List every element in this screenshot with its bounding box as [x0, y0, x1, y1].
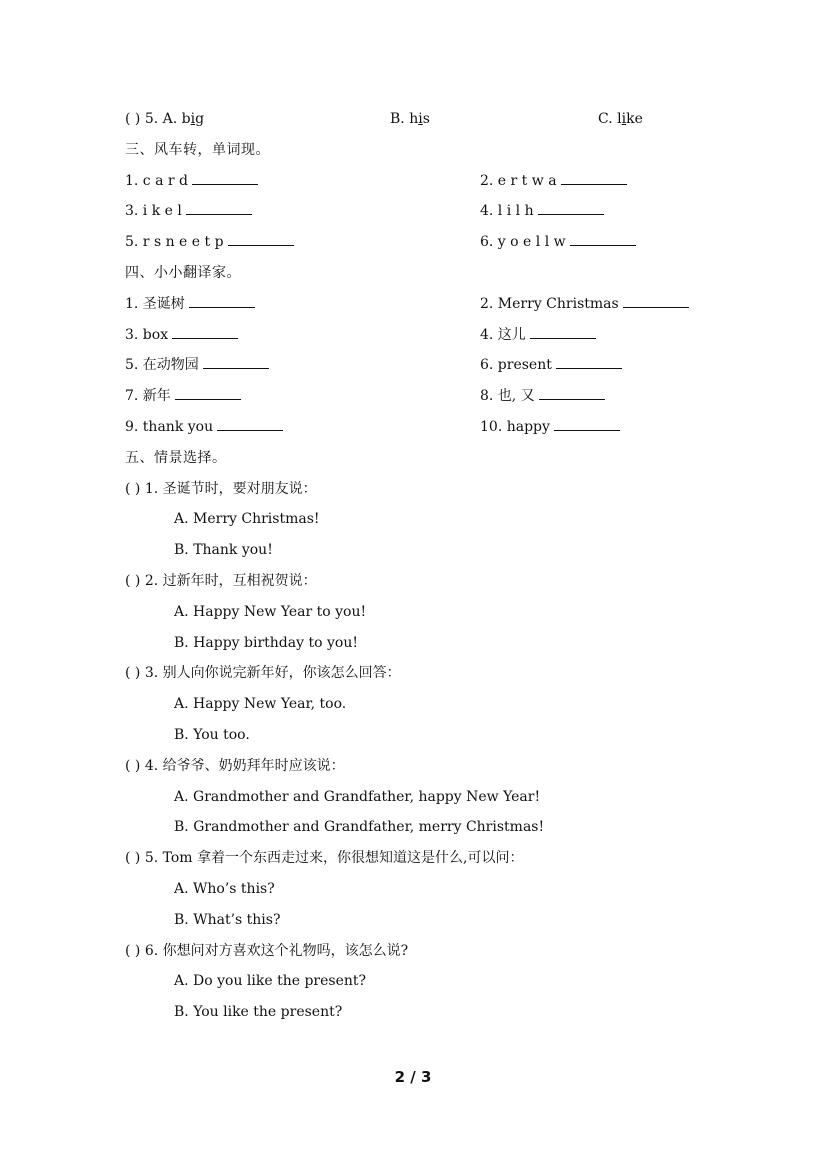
- situation-question-text: ( ) 4. 给爷爷、奶奶拜年时应该说：: [125, 757, 345, 774]
- situation-question-text: ( ) 2. 过新年时，互相祝贺说：: [125, 573, 317, 589]
- answer-blank[interactable]: [228, 233, 294, 246]
- situation-option: [174, 788, 540, 806]
- situation-question: [125, 572, 317, 590]
- situation-option: [174, 541, 273, 559]
- answer-blank[interactable]: [556, 356, 622, 369]
- scramble-item-text: 5. r s n e e t p: [125, 234, 224, 251]
- situation-option: [174, 510, 320, 528]
- answer-blank[interactable]: [554, 418, 620, 431]
- answer-blank[interactable]: [538, 202, 604, 215]
- situation-option-text: B. Thank you!: [174, 542, 273, 559]
- scramble-item-text: 3. i k e l: [125, 203, 182, 220]
- translate-item: [125, 295, 255, 313]
- translate-item: [480, 387, 605, 405]
- scramble-item: [480, 233, 636, 251]
- option-label: B.: [390, 111, 410, 127]
- section5-title: [125, 449, 227, 467]
- underlined-letter: i: [621, 111, 627, 127]
- scramble-item: [480, 172, 627, 190]
- underlined-letter: i: [418, 111, 423, 127]
- scramble-item: [125, 233, 294, 251]
- situation-option: [174, 818, 544, 836]
- section4-title: [125, 264, 241, 282]
- page-number: 2 / 3: [394, 1068, 432, 1086]
- answer-blank[interactable]: [175, 387, 241, 400]
- scramble-item-text: 6. y o e l l w: [480, 234, 566, 251]
- situation-option: [174, 603, 366, 621]
- section3-title: [125, 141, 270, 159]
- situation-question: [125, 849, 524, 867]
- situation-option: [174, 726, 250, 744]
- answer-blank[interactable]: [192, 172, 258, 185]
- translate-item-text: 6. present: [480, 357, 552, 374]
- translate-item: [480, 418, 620, 436]
- situation-question-text: ( ) 6. 你想问对方喜欢这个礼物吗，该怎么说?: [125, 942, 409, 959]
- word-part: b: [181, 111, 191, 127]
- q5-option-a: [125, 110, 204, 128]
- translate-item: [125, 418, 283, 436]
- scramble-item-text: 1. c a r d: [125, 172, 188, 189]
- translate-item-text: 10. happy: [480, 419, 550, 435]
- situation-question: [125, 942, 408, 960]
- situation-option-text: A. Happy New Year, too.: [174, 696, 347, 713]
- situation-option: [174, 911, 280, 929]
- scramble-item: [480, 202, 604, 220]
- situation-option: [174, 972, 366, 990]
- situation-option: [174, 880, 275, 898]
- translate-item-text: 8. 也, 又: [480, 388, 535, 405]
- situation-question: [125, 664, 401, 682]
- answer-blank[interactable]: [561, 172, 627, 185]
- situation-option-text: B. Happy birthday to you!: [174, 634, 358, 651]
- situation-option-text: A. Grandmother and Grandfather, happy New Year!: [174, 788, 541, 805]
- situation-option: [174, 1003, 342, 1021]
- translate-item-text: 2. Merry Christmas: [480, 295, 619, 312]
- translate-item-text: 9. thank you: [125, 419, 214, 435]
- translate-item-text: 1. 圣诞树: [125, 295, 185, 312]
- section3-title-text: 三、风车转，单词现。: [125, 141, 270, 158]
- answer-blank[interactable]: [217, 418, 283, 431]
- scramble-item: [125, 172, 258, 190]
- scramble-item-text: 4. l i l h: [480, 203, 534, 220]
- answer-blank[interactable]: [570, 233, 636, 246]
- situation-option-text: B. What’s this?: [174, 911, 281, 928]
- situation-option-text: B. Grandmother and Grandfather, merry Christmas!: [174, 819, 545, 836]
- situation-option-text: A. Do you like the present?: [174, 973, 367, 990]
- situation-question-text: ( ) 3. 别人向你说完新年好，你该怎么回答：: [125, 665, 401, 682]
- answer-blank[interactable]: [189, 295, 255, 308]
- situation-option-text: A. Happy New Year to you!: [174, 603, 367, 620]
- situation-question: [125, 480, 317, 498]
- q5-option-c: [598, 110, 643, 128]
- q5-option-b: [390, 110, 430, 128]
- word-part: h: [409, 111, 419, 127]
- translate-item: [480, 326, 596, 344]
- translate-item: [480, 295, 689, 313]
- translate-item-text: 5. 在动物园: [125, 357, 199, 374]
- answer-blank[interactable]: [623, 295, 689, 308]
- answer-blank[interactable]: [203, 356, 269, 369]
- answer-blank[interactable]: [186, 202, 252, 215]
- section4-title-text: 四、小小翻译家。: [125, 265, 241, 281]
- situation-option-text: A. Merry Christmas!: [174, 511, 320, 528]
- situation-question: [125, 757, 345, 775]
- situation-option-text: A. Who’s this?: [174, 881, 275, 897]
- word-part: l: [617, 111, 622, 127]
- word-part: g: [195, 111, 205, 127]
- translate-item: [125, 356, 269, 374]
- situation-option: [174, 634, 358, 652]
- option-label: C.: [598, 111, 618, 127]
- translate-item: [125, 387, 241, 405]
- scramble-item: [125, 202, 252, 220]
- situation-option-text: B. You too.: [174, 727, 250, 743]
- translate-item-text: 3. box: [125, 326, 169, 343]
- situation-option-text: B. You like the present?: [174, 1004, 343, 1021]
- option-label: ( ) 5. A.: [125, 111, 182, 127]
- word-part: s: [422, 111, 430, 127]
- answer-blank[interactable]: [172, 326, 238, 339]
- scramble-item-text: 2. e r t w a: [480, 172, 557, 189]
- situation-question-text: ( ) 1. 圣诞节时，要对朋友说：: [125, 480, 317, 497]
- translate-item-text: 7. 新年: [125, 388, 171, 405]
- word-part: ke: [626, 111, 643, 127]
- translate-item-text: 4. 这儿: [480, 326, 526, 343]
- situation-option: [174, 695, 346, 713]
- answer-blank[interactable]: [539, 387, 605, 400]
- situation-question-text: ( ) 5. Tom 拿着一个东西走过来，你很想知道这是什么,可以问：: [125, 850, 524, 867]
- section5-title-text: 五、情景选择。: [125, 449, 227, 466]
- translate-item: [125, 326, 238, 344]
- answer-blank[interactable]: [530, 326, 596, 339]
- translate-item: [480, 356, 622, 374]
- underlined-letter: i: [190, 111, 196, 127]
